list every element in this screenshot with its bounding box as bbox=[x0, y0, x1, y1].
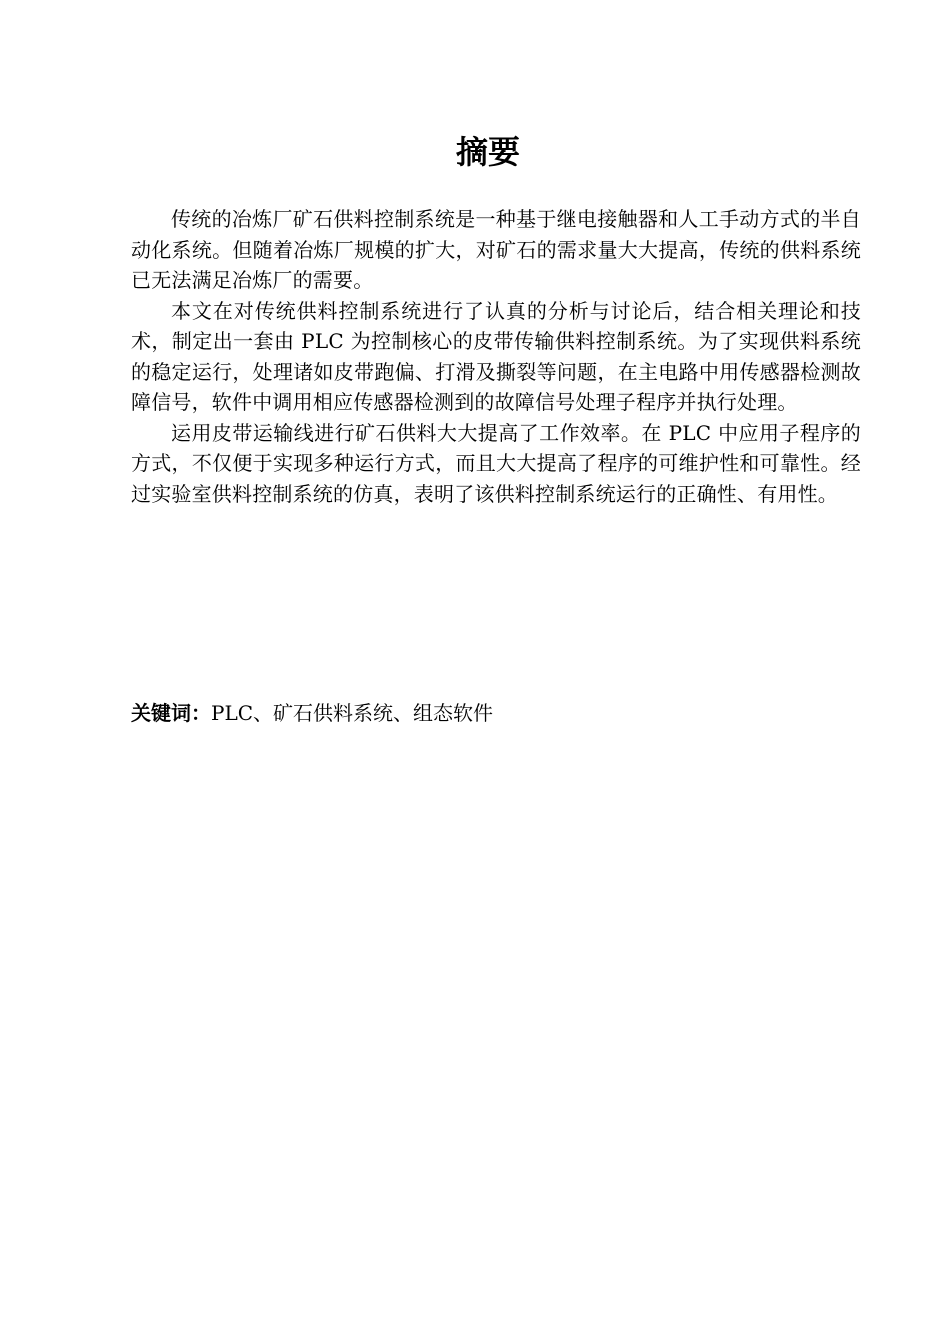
keywords-line bbox=[131, 698, 861, 728]
abstract-paragraph-2: 本文在对传统供料控制系统进行了认真的分析与讨论后，结合相关理论和技术，制定出一套由 PLC 为控制核心的皮带传输供料控制系统。为了实现供料系统的稳定运行，处理诸如皮带跑偏、打滑及撕裂等问题，在主电路中用传感器检测故障信号，软件中调用相应传感器检测到的故障信号处理子程序并执行处理。 bbox=[131, 298, 861, 414]
abstract-body bbox=[131, 204, 861, 509]
abstract-paragraph-1: 传统的冶炼厂矿石供料控制系统是一种基于继电接触器和人工手动方式的半自动化系统。但随着冶炼厂规模的扩大，对矿石的需求量大大提高，传统的供料系统已无法满足冶炼厂的需要。 bbox=[131, 207, 861, 292]
keywords-value: PLC、矿石供料系统、组态软件 bbox=[211, 701, 494, 725]
keywords-label: 关键词： bbox=[131, 701, 211, 725]
page-title: 摘要 bbox=[455, 133, 520, 171]
abstract-paragraph-3: 运用皮带运输线进行矿石供料大大提高了工作效率。在 PLC 中应用子程序的方式，不仅便于实现多种运行方式，而且大大提高了程序的可维护性和可靠性。经过实验室供料控制系统的仿真，表明了该供料控制系统运行的正确性、有用性。 bbox=[131, 420, 861, 506]
